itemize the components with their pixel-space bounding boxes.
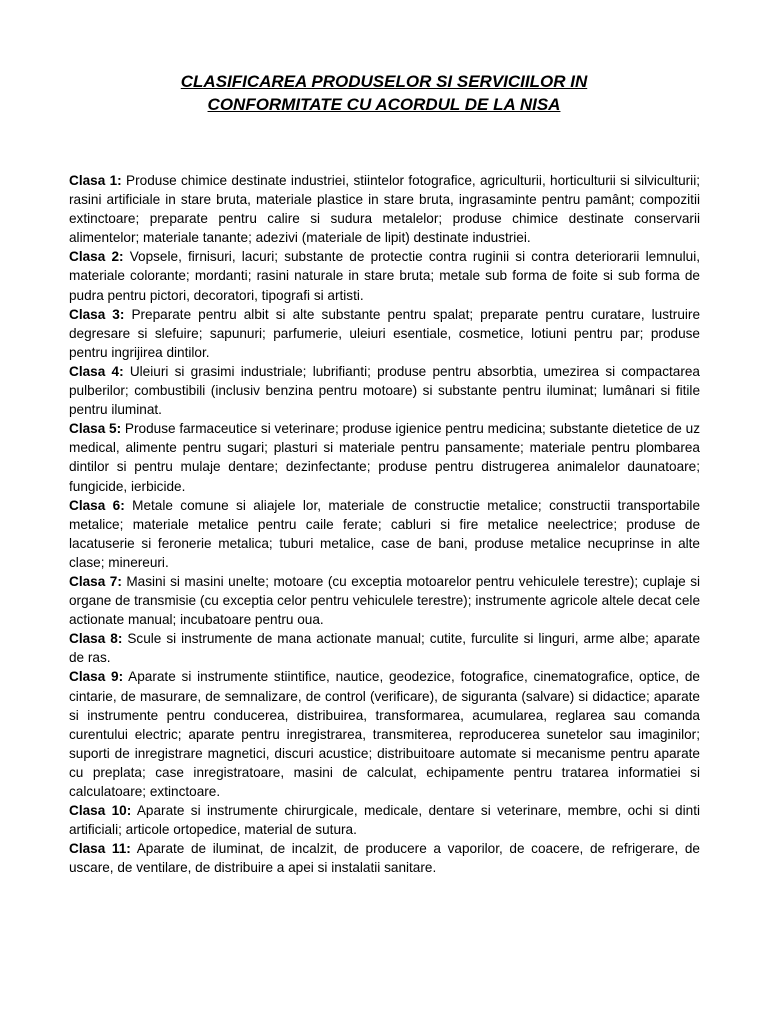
class-label: Clasa 10: <box>69 803 132 819</box>
class-description: Preparate pentru albit si alte substante pentru spalat; preparate pentru curatare, lustruire degresare si slefuire; sapunuri; parfumerie, uleiuri esentiale, cosmetice, lotiuni pentru par; produse pentru ingrijirea dintilor. <box>69 306 701 360</box>
class-label: Clasa 9: <box>69 669 124 685</box>
class-description: Scule si instrumente de mana actionate manual; cutite, furculite si linguri, arme albe; aparate de ras. <box>69 631 701 666</box>
class-entry-11 <box>69 839 700 877</box>
class-list <box>69 171 700 877</box>
class-entry-5 <box>69 419 700 495</box>
class-label: Clasa 2: <box>69 249 124 265</box>
class-label: Clasa 7: <box>69 573 122 589</box>
class-label: Clasa 1: <box>69 173 122 188</box>
class-description: Vopsele, firnisuri, lacuri; substante de protectie contra ruginii si contra deteriorarii lemnului, materiale colorante; mordanti; rasini naturale in stare bruta; metale sub forma de foite si sub forma de pudra pentru pictori, decoratori, tipografi si artisti. <box>69 249 700 303</box>
class-description: Produse farmaceutice si veterinare; produse igienice pentru medicina; substante dietetice de uz medical, alimente pentru sugari; plasturi si materiale pentru pansamente; materiale pentru plombarea dintilor si pentru mulaje dentare; dezinfectante; produse pentru distrugerea animalelor daunatoare; fungicide, ierbicide. <box>69 421 700 494</box>
class-entry-10 <box>69 801 700 839</box>
class-description: Aparate si instrumente stiintifice, nautice, geodezice, fotografice, cinematografice, optice, de cintarie, de masurare, de semnalizare, de control (verificare), de siguranta (salvare) si didactice; aparate si instrumente pentru conducerea, distribuirea, transformarea, acumularea, reglarea sau comanda curentului electric; aparate pentru inregistrarea, transmiterea, reproducerea sunetelor sau imaginilor; suporti de inregistrare magnetici, discuri acustice; distribuitoare automate si mecanisme pentru aparate cu preplata; case inregistratoare, masini de calculat, echipamente pentru tratarea informatiei si calculatoare; extinctoare. <box>69 669 700 799</box>
class-description: Uleiuri si grasimi industriale; lubrifianti; produse pentru absorbtia, umezirea si compactarea pulberilor; combustibili (inclusiv benzina pentru motoare) si substante pentru iluminat; lumânari si fitile pentru iluminat. <box>69 363 700 418</box>
class-label: Clasa 11: <box>69 841 131 857</box>
title-line-1: CLASIFICAREA PRODUSELOR SI SERVICIILOR IN <box>180 72 588 91</box>
class-label: Clasa 3: <box>69 306 125 322</box>
class-label: Clasa 5: <box>69 421 122 437</box>
class-entry-2 <box>69 247 700 304</box>
class-label: Clasa 6: <box>69 497 125 513</box>
class-description: Masini si masini unelte; motoare (cu exceptia motoarelor pentru vehiculele terestre); cuplaje si organe de transmisie (cu exceptia celor pentru vehiculele terestre); instrumente agricole altele decat cele actionate manual; incubatoare pentru oua. <box>69 573 701 628</box>
class-entry-8 <box>69 629 700 667</box>
class-entry-6 <box>69 496 700 572</box>
class-label: Clasa 8: <box>69 631 123 647</box>
class-entry-9 <box>69 667 700 801</box>
class-description: Metale comune si aliajele lor, materiale de constructie metalice; constructii transportabile metalice; materiale metalice pentru caile ferate; cabluri si fire metalice neelectrice; produse de lacatuserie si feronerie metalica; tuburi metalice, case de bani, produse metalice necuprinse in alte clase; minereuri. <box>69 497 701 570</box>
class-description: Produse chimice destinate industriei, stiintelor fotografice, agriculturii, horticulturii si silviculturii; rasini artificiale in stare bruta, materiale plastice in stare bruta, ingrasaminte pentru pamânt; compozitii extinctoare; preparate pentru calire si sudura metalelor; produse chimice destinate conservarii alimentelor; materiale tanante; adezivi (materiale de lipit) destinate industriei. <box>69 173 700 246</box>
class-label: Clasa 4: <box>69 363 124 379</box>
class-description: Aparate si instrumente chirurgicale, medicale, dentare si veterinare, membre, ochi si dinti artificiali; articole ortopedice, material de sutura. <box>69 803 700 838</box>
class-entry-3 <box>69 305 700 362</box>
class-entry-4 <box>69 362 700 419</box>
class-entry-1 <box>69 171 700 247</box>
class-description: Aparate de iluminat, de incalzit, de producere a vaporilor, de coacere, de refrigerare, de uscare, de ventilare, de distribuire a apei si instalatii sanitare. <box>69 841 700 876</box>
class-entry-7 <box>69 572 700 629</box>
document-title <box>60 70 708 116</box>
title-line-2: CONFORMITATE CU ACORDUL DE LA NISA <box>207 95 561 114</box>
